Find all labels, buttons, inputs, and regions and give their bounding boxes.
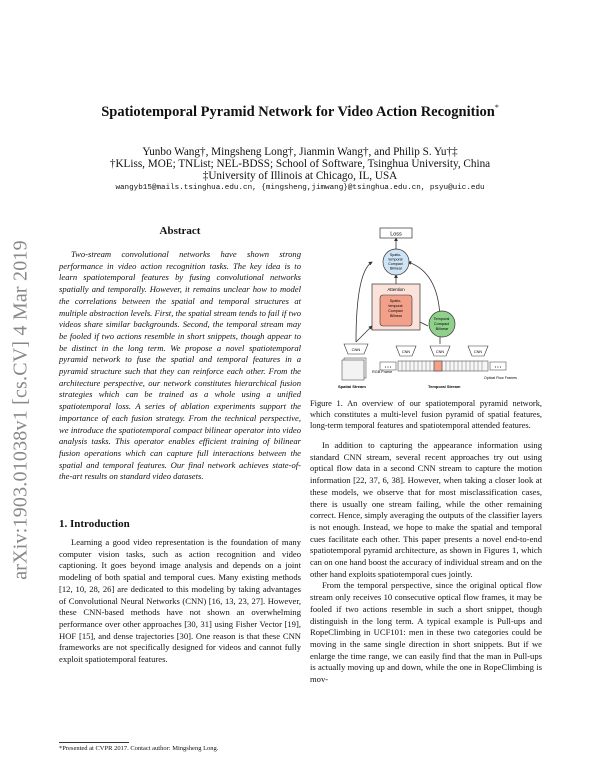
mid-bilinear-line-3: Compact (388, 309, 403, 313)
temporal-bilinear-line-3: Bilinear (435, 327, 449, 331)
arrow-spatial-to-mid (356, 326, 372, 342)
right-paragraph-2: From the temporal perspective, since the original optical flow stream only receives 10 consecutive optical flow frames, it may be fooled if two actions resemble in such a short snippet, though distinguish in the long term. A typical example is Pull-ups and RopeClimbing in UCF101: men in these two categories could be moving in the same single direction in short snippets. But if we enlarge the time range, we can easily find that the man in Pull-ups is actually moving up and down, while the one in RopeClimbing is mov- (310, 580, 542, 685)
optical-flow-label: Optical Flow Frames (484, 376, 517, 380)
rgb-frame (342, 360, 364, 380)
mid-bilinear-line-4: Bilinear (390, 314, 402, 318)
authors: Yunbo Wang†, Mingsheng Long†, Jianmin Wang†, and Philip S. Yu†‡ (142, 146, 458, 158)
intro-heading: 1. Introduction (59, 518, 130, 530)
optical-flow-strip (380, 361, 506, 371)
abstract-text: Two-stream convolutional networks have shown strong performance in video action recognition tasks. The key idea is to learn spatiotemporal features by fusing convolutional networks spatially and temporally. However, it remains unclear how to model the correlations between the spatial and temporal structures at multiple abstraction levels. First, the spatial stream tends to fail if two videos share similar backgrounds. Second, the temporal stream may be fooled if two actions resemble in short snippets, though appear to be distinct in the long term. We propose a novel spatiotemporal pyramid network to fuse the spatial and temporal features in a pyramid structure such that they can reinforce each other. From the architecture perspective, our network constitutes hierarchical fusion strategies which can be trained as a whole using a unified spatiotemporal loss. A series of ablation experiments support the importance of each fusion strategy. From the technical perspective, we introduce the spatiotemporal compact bilinear operator into video analysis tasks. This operator enables efficient training of bilinear fusion operations which can capture full interactions between the spatial and temporal features. Our final network achieves state-of-the-art results on standard video datasets. (59, 249, 301, 482)
arxiv-stamp-text: arXiv:1903.01038v1 [cs.CV] 4 Mar 2019 (9, 240, 32, 580)
temporal-stream-label: Temporal Stream (428, 384, 461, 389)
temporal-bilinear-label (434, 317, 451, 331)
flow-dots-right: • • • (494, 364, 502, 369)
paper-title (0, 103, 600, 121)
top-bilinear-line-3: Compact (388, 262, 403, 266)
emails: wangyb15@mails.tsinghua.edu.cn, {mingsheng,jimwang}@tsinghua.edu.cn, psyu@uic.edu (115, 184, 485, 192)
footnote: *Presented at CVPR 2017. Contact author: Mingsheng Long. (59, 745, 219, 752)
attention-label: Attention (387, 287, 405, 292)
mid-bilinear-line-1: Spatio- (389, 299, 402, 303)
top-bilinear-line-2: temporal (388, 257, 403, 262)
affiliation-2: ‡University of Illinois at Chicago, IL, USA (202, 170, 398, 182)
arrow-spatial-to-top (356, 262, 372, 342)
rgb-frame-label: RGB Frame (372, 370, 393, 374)
top-bilinear-label (388, 253, 403, 271)
abstract-body (59, 249, 301, 483)
top-bilinear-line-1: Spatio- (389, 253, 402, 257)
abstract-heading: Abstract (159, 225, 201, 237)
right-paragraph-1: In addition to capturing the appearance information using standard CNN stream, several recent approaches try out using optical flow data in a second CNN stream to capture the motion information [22, 37, 6, 38]. However, when taking a closer look at these models, we observe that for most misclassification cases, there is usually one stream failing, while the other remaining correct. Hence, simply averaging the outputs of the classifier layers is not enough. Instead, we hope to make the spatial and temporal cues facilitate each other. This paper presents a novel end-to-end spatiotemporal pyramid architecture, as shown in Figures 1, which can on one hand boost the accuracy of individual stream and on the other hand exploits spatiotemporal cues jointly. (310, 440, 542, 579)
flow-dots-left: • • • (384, 364, 392, 369)
title-mark: * (494, 103, 499, 112)
figure-1-caption: Figure 1. An overview of our spatiotemporal pyramid network, which constitutes a multi-level fusion pyramid of spatial features, long-term temporal features and spatiotemporal attended features. (310, 399, 542, 430)
temporal-bilinear-line-2: Compact (433, 322, 450, 326)
intro-paragraph-1: Learning a good video representation is the foundation of many computer vision tasks, such as action recognition and video captioning. It goes beyond image analysis and depends on a joint modeling of both spatial and temporal cues. Many existing methods [12, 10, 28, 26] are dedicated to this modeling by taking advantages of Convolutional Neural Networks (CNN) [16, 13, 23, 27]. However, these CNN-based methods have not shown an overwhelming performance over other approaches [30, 31] using Fisher Vector [19], HOF [15], and dense trajectories [30]. One reason is that these CNN frameworks are not specifically designed for videos and cannot fully exploit spatiotemporal features. (59, 537, 301, 665)
temporal-cnn-1-label: CNN (401, 350, 411, 354)
flow-highlight (434, 361, 442, 371)
right-column-body (310, 440, 542, 686)
figure-1-diagram (310, 222, 550, 394)
loss-label: Loss (390, 231, 402, 238)
spatial-cnn-label: CNN (351, 347, 361, 352)
temporal-cnn-2-label: CNN (435, 350, 445, 354)
flow-frames (398, 361, 488, 371)
temporal-bilinear-line-1: Temporal (433, 317, 450, 321)
top-bilinear-line-4: Bilinear (390, 266, 402, 271)
affiliation-1: †KLiss, MOE; TNList; NEL-BDSS; School of Software, Tsinghua University, China (109, 158, 491, 170)
mid-bilinear-label (388, 299, 403, 318)
footnote-rule (59, 742, 129, 743)
intro-body (59, 537, 301, 666)
mid-bilinear-line-2: temporal (388, 304, 403, 308)
temporal-cnn-3-label: CNN (473, 350, 483, 354)
title-text: Spatiotemporal Pyramid Network for Video Action Recognition (101, 103, 495, 120)
spatial-stream-label: Spatial Stream (338, 384, 366, 389)
